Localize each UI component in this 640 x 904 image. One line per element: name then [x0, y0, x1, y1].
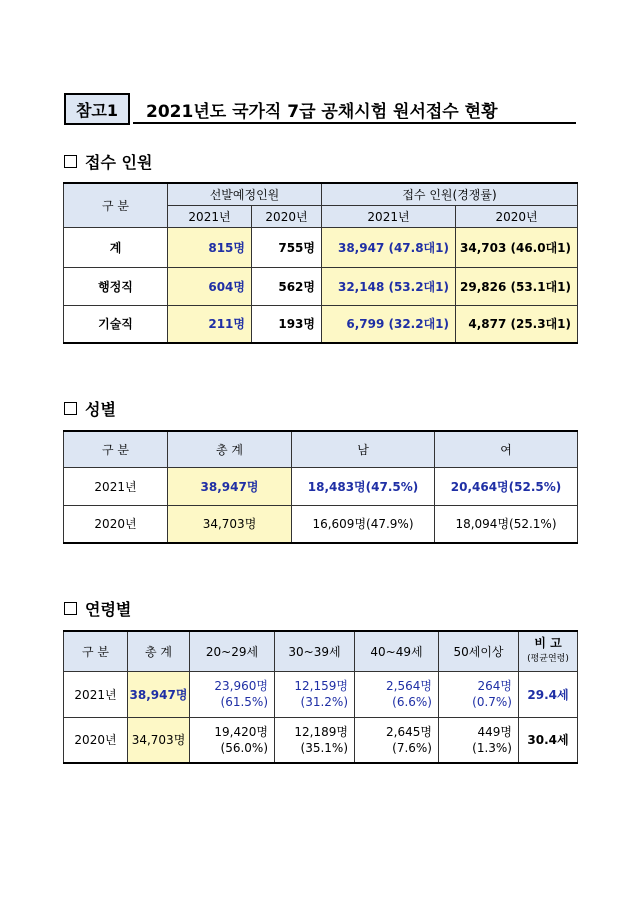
table-row: [64, 505, 578, 543]
total-cell: 38,947명: [168, 467, 292, 505]
checkbox-square-icon: [64, 602, 77, 615]
sel-2020-cell: 562명: [252, 267, 322, 305]
count: 2,645명: [386, 724, 432, 739]
age-20s-cell: [190, 671, 275, 717]
table-row: [64, 671, 578, 717]
sel-2021-cell: 815명: [168, 227, 252, 267]
section-age-heading: [64, 597, 131, 620]
page-title: 2021년도 국가직 7급 공채시험 원서접수 현황: [146, 102, 498, 122]
percent: (61.5%): [220, 695, 268, 709]
section-gender-heading: [64, 397, 116, 420]
app-2020-cell: 29,826 (53.1대1): [456, 267, 578, 305]
table-row: [64, 717, 578, 763]
average-age-cell: 29.4세: [519, 671, 578, 717]
checkbox-square-icon: [64, 155, 77, 168]
age-40s-cell: [355, 671, 439, 717]
header-gubun: 구 분: [64, 631, 128, 671]
section-title: 성별: [85, 400, 116, 419]
total-cell: 34,703명: [168, 505, 292, 543]
table-row: [64, 227, 578, 267]
header-20s: 20~29세: [190, 631, 275, 671]
male-cell: 16,609명(47.9%): [292, 505, 435, 543]
header-gubun: 구 분: [64, 183, 168, 227]
app-2021-cell: 38,947 (47.8대1): [322, 227, 456, 267]
note-label: 비 고: [534, 636, 562, 651]
header-male: 남: [292, 431, 435, 467]
header-50plus: 50세이상: [439, 631, 519, 671]
header-sel-2021: 2021년: [168, 205, 252, 227]
header-app-2021: 2021년: [322, 205, 456, 227]
table-row: [64, 467, 578, 505]
sel-2021-cell: 604명: [168, 267, 252, 305]
header-total: 총 계: [168, 431, 292, 467]
reference-badge: 참고1: [64, 93, 130, 125]
count: 264명: [477, 679, 512, 693]
age-30s-cell: [275, 717, 355, 763]
row-label: 행정직: [64, 267, 168, 305]
age-30s-cell: [275, 671, 355, 717]
app-2021-cell: 6,799 (32.2대1): [322, 305, 456, 343]
app-2020-cell: 4,877 (25.3대1): [456, 305, 578, 343]
male-cell: 18,483명(47.5%): [292, 467, 435, 505]
average-age-cell: 30.4세: [519, 717, 578, 763]
header-total: 총 계: [128, 631, 190, 671]
header-40s: 40~49세: [355, 631, 439, 671]
count: 449명: [477, 724, 512, 739]
age-20s-cell: [190, 717, 275, 763]
table-row: [64, 305, 578, 343]
section-applicants-heading: [64, 150, 152, 173]
header-gubun: 구 분: [64, 431, 168, 467]
count: 19,420명: [214, 724, 268, 739]
sel-2021-cell: 211명: [168, 305, 252, 343]
age-50plus-cell: [439, 671, 519, 717]
row-label: 계: [64, 227, 168, 267]
applicants-table: [63, 182, 578, 344]
header-sel-2020: 2020년: [252, 205, 322, 227]
app-2021-cell: 32,148 (53.2대1): [322, 267, 456, 305]
header-applied: 접수 인원(경쟁률): [322, 183, 578, 205]
year-cell: 2021년: [64, 671, 128, 717]
age-50plus-cell: [439, 717, 519, 763]
table-row: [64, 267, 578, 305]
percent: (0.7%): [472, 695, 512, 709]
checkbox-square-icon: [64, 402, 77, 415]
title-underline: [133, 122, 576, 124]
female-cell: 18,094명(52.1%): [435, 505, 578, 543]
percent: (6.6%): [392, 695, 432, 709]
sel-2020-cell: 755명: [252, 227, 322, 267]
female-cell: 20,464명(52.5%): [435, 467, 578, 505]
percent: (7.6%): [392, 740, 432, 755]
count: 23,960명: [214, 679, 268, 693]
percent: (56.0%): [220, 740, 268, 755]
header-note: [519, 631, 578, 671]
count: 2,564명: [386, 679, 432, 693]
header-30s: 30~39세: [275, 631, 355, 671]
total-cell: 38,947명: [128, 671, 190, 717]
year-cell: 2020년: [64, 717, 128, 763]
sel-2020-cell: 193명: [252, 305, 322, 343]
year-cell: 2020년: [64, 505, 168, 543]
header-app-2020: 2020년: [456, 205, 578, 227]
total-cell: 34,703명: [128, 717, 190, 763]
percent: (1.3%): [472, 740, 512, 755]
row-label: 기술직: [64, 305, 168, 343]
count: 12,189명: [294, 724, 348, 739]
count: 12,159명: [294, 679, 348, 693]
year-cell: 2021년: [64, 467, 168, 505]
header-female: 여: [435, 431, 578, 467]
header-selection: 선발예정인원: [168, 183, 322, 205]
percent: (31.2%): [300, 695, 348, 709]
section-title: 접수 인원: [85, 153, 153, 172]
gender-table: [63, 430, 578, 544]
note-sub-label: (평균연령): [527, 654, 569, 665]
percent: (35.1%): [300, 740, 348, 755]
section-title: 연령별: [85, 600, 132, 619]
app-2020-cell: 34,703 (46.0대1): [456, 227, 578, 267]
age-table: [63, 630, 578, 764]
age-40s-cell: [355, 717, 439, 763]
